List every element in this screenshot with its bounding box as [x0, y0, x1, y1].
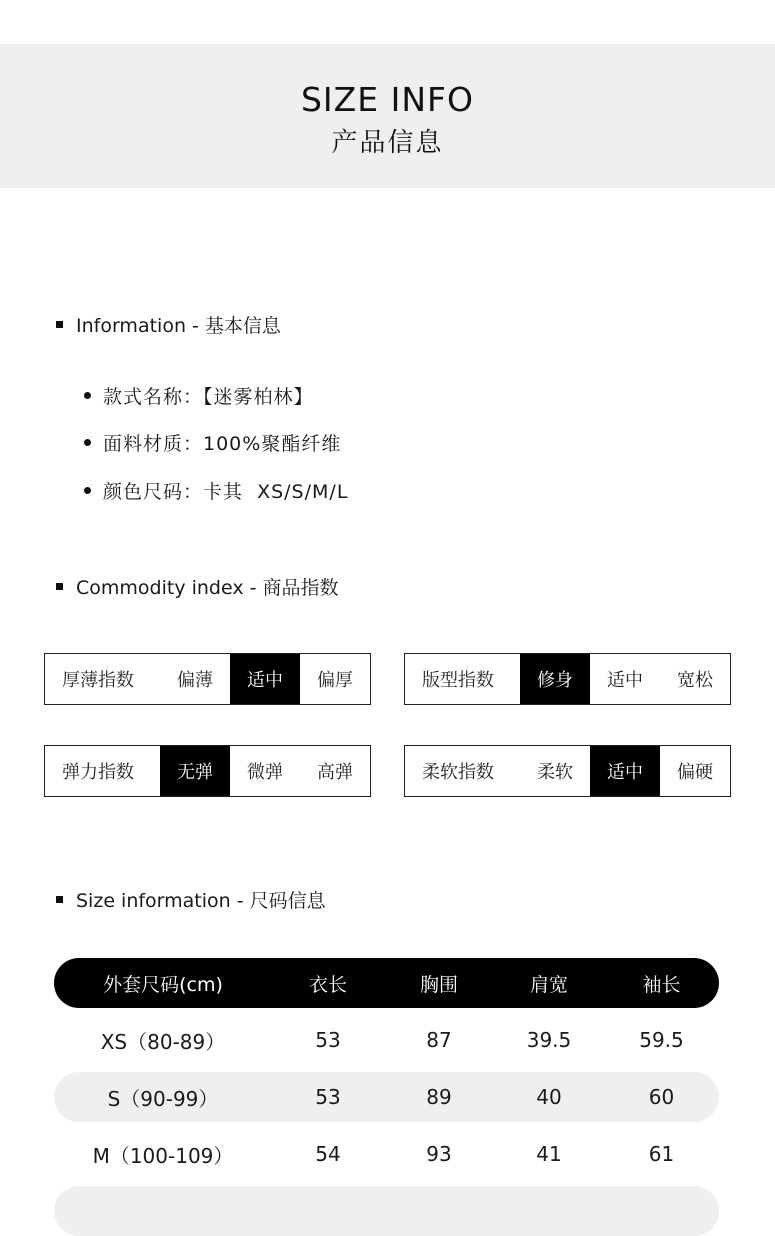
index-label: 弹力指数	[62, 762, 134, 783]
table-row-partial	[54, 1186, 719, 1236]
table-cell: 41	[536, 1142, 562, 1166]
table-cell: 53	[315, 1085, 341, 1109]
table-cell: 59.5	[639, 1028, 684, 1052]
table-cell: 40	[536, 1085, 562, 1109]
page-subtitle: 产品信息	[331, 128, 444, 158]
index-elasticity	[44, 745, 371, 797]
commodity-heading-text: Commodity index - 商品指数	[76, 577, 339, 599]
index-option: 偏薄	[177, 670, 213, 691]
table-row	[54, 1015, 719, 1065]
table-cell: 53	[315, 1028, 341, 1052]
table-row	[54, 1072, 719, 1122]
index-option-selected: 修身	[520, 654, 590, 704]
index-option-selected: 适中	[230, 654, 300, 704]
column-header: 袖长	[642, 973, 681, 996]
table-cell: XS（80-89）	[100, 1029, 226, 1054]
table-cell: 54	[315, 1142, 341, 1166]
column-header: 胸围	[419, 973, 458, 996]
index-label: 柔软指数	[422, 762, 494, 783]
info-item-color-size	[84, 477, 348, 504]
index-label: 厚薄指数	[62, 670, 134, 691]
info-item-style-name	[84, 382, 314, 409]
index-thickness	[44, 653, 371, 705]
info-item-text: 款式名称：【迷雾柏林】	[103, 386, 314, 408]
page-title: SIZE INFO	[300, 80, 474, 119]
column-header: 肩宽	[529, 973, 568, 996]
size-table	[54, 958, 719, 1236]
table-cell: M（100-109）	[92, 1143, 234, 1168]
column-header: 衣长	[308, 973, 347, 996]
index-option: 偏硬	[677, 762, 713, 783]
table-row	[54, 1129, 719, 1179]
index-label: 版型指数	[422, 670, 494, 691]
square-bullet-icon	[56, 321, 63, 328]
size-info-heading	[56, 886, 326, 913]
index-option: 微弹	[247, 762, 283, 783]
square-bullet-icon	[56, 583, 63, 590]
information-heading-text: Information - 基本信息	[76, 315, 281, 337]
commodity-heading	[56, 573, 339, 600]
table-cell: 60	[648, 1085, 675, 1109]
table-cell: 39.5	[526, 1028, 572, 1052]
index-option: 柔软	[537, 762, 573, 783]
table-cell: S（90-99）	[107, 1086, 219, 1111]
index-option: 高弹	[317, 762, 353, 783]
dot-bullet-icon	[84, 392, 91, 399]
information-heading	[56, 311, 281, 338]
info-item-fabric	[84, 429, 341, 456]
index-option: 适中	[607, 670, 643, 691]
dot-bullet-icon	[84, 487, 91, 494]
index-fit	[404, 653, 731, 705]
table-cell: 93	[426, 1142, 452, 1166]
column-header: 外套尺码(cm)	[103, 973, 223, 996]
info-item-text: 颜色尺码：卡其 XS/S/M/L	[103, 481, 349, 503]
table-cell: 87	[426, 1028, 452, 1052]
size-info-heading-text: Size information - 尺码信息	[76, 890, 326, 912]
table-cell: 89	[426, 1085, 452, 1109]
dot-bullet-icon	[84, 439, 91, 446]
index-option-selected: 适中	[590, 746, 660, 796]
index-option: 宽松	[677, 670, 713, 691]
index-option: 偏厚	[317, 670, 353, 691]
table-header	[54, 958, 719, 1008]
header-banner	[0, 44, 775, 188]
info-item-text: 面料材质：100%聚酯纤维	[103, 433, 342, 455]
index-softness	[404, 745, 731, 797]
square-bullet-icon	[56, 896, 63, 903]
index-option-selected: 无弹	[160, 746, 230, 796]
table-cell: 61	[648, 1142, 675, 1166]
